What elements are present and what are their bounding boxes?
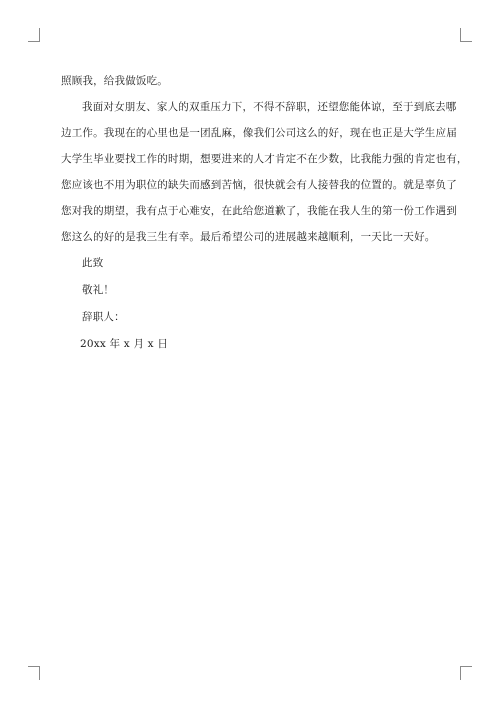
paragraph-line: 边工作。我现在的心里也是一团乱麻，像我们公司这么的好，现在也正是大学生应届 [61, 127, 457, 139]
paragraph-line: 您应该也不用为职位的缺失而感到苦恼，很快就会有人接替我的位置的。就是辜负了 [61, 179, 457, 191]
letter-body [61, 68, 468, 358]
corner-mark-top-left [28, 28, 40, 42]
corner-mark-bottom-left [28, 666, 40, 680]
corner-mark-top-right [460, 28, 472, 42]
paragraph-line: 大学生毕业要找工作的时期，想要进来的人才肯定不在少数，比我能力强的肯定也有， [61, 153, 468, 165]
signature-label: 辞职人： [82, 311, 125, 323]
paragraph-line: 您这么的好的是我三生有幸。最后希望公司的进展越来越顺利，一天比一天好。 [61, 231, 436, 243]
paragraph-line: 照顾我，给我做饭吃。 [61, 75, 168, 87]
paragraph-line: 您对我的期望，我有点于心难安，在此给您道歉了，我能在我人生的第一份工作遇到 [61, 205, 457, 217]
letter-date: 20xx 年 x 月 x 日 [80, 338, 169, 350]
closing-salutation: 此致 [82, 257, 104, 269]
paragraph-line: 我面对女朋友、家人的双重压力下，不得不辞职，还望您能体谅，至于到底去哪 [82, 101, 457, 113]
corner-mark-bottom-right [460, 666, 472, 680]
closing-respect: 敬礼！ [82, 284, 115, 296]
